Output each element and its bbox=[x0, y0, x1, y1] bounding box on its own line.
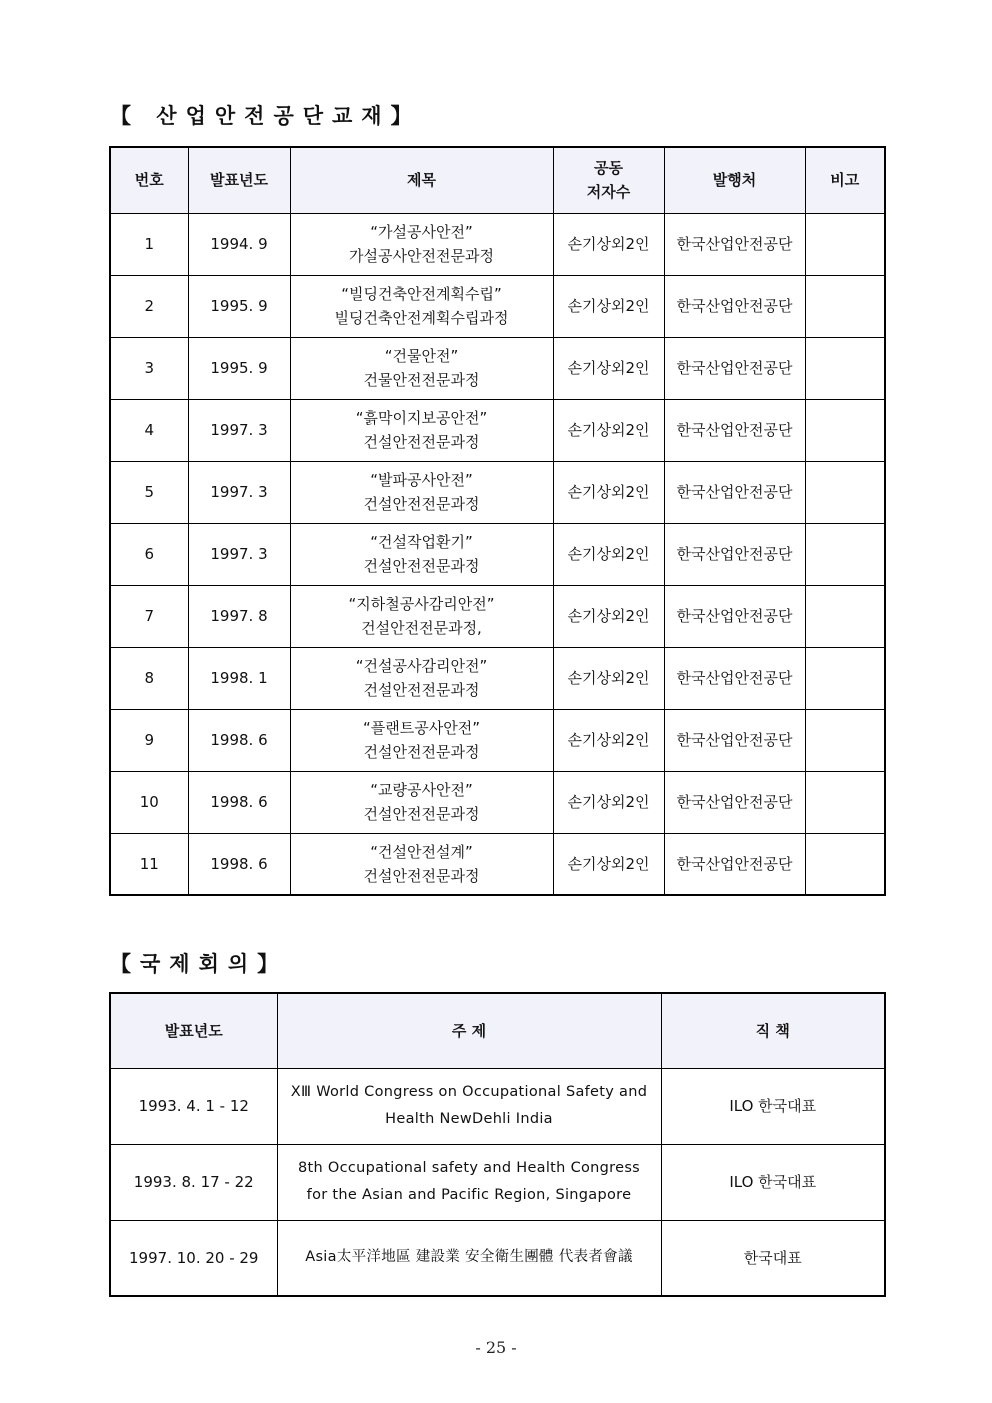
conf-topic: 8th Occupational safety and Health Congress for the Asian and Pacific Region, Singapore bbox=[277, 1144, 661, 1220]
book-title: “발파공사안전” bbox=[370, 471, 473, 489]
course-name: 빌딩건축안전계획수립과정 bbox=[334, 309, 509, 327]
row-note bbox=[805, 461, 885, 523]
book-title: “건물안전” bbox=[384, 347, 459, 365]
row-note bbox=[805, 771, 885, 833]
textbook-row bbox=[110, 275, 885, 337]
row-publisher: 한국산업안전공단 bbox=[664, 399, 805, 461]
section-title-textbooks: 【 산업안전공단교재】 bbox=[110, 104, 421, 128]
row-publisher: 한국산업안전공단 bbox=[664, 213, 805, 275]
header-number: 번호 bbox=[110, 147, 188, 213]
row-coauthors: 손기상외2인 bbox=[553, 399, 664, 461]
textbook-row bbox=[110, 399, 885, 461]
course-name: 건설안전전문과정 bbox=[363, 681, 480, 699]
row-note bbox=[805, 833, 885, 895]
row-number: 5 bbox=[110, 461, 188, 523]
header-title: 제목 bbox=[290, 147, 553, 213]
header-conf-topic: 주 제 bbox=[277, 993, 661, 1068]
course-name: 건설안전전문과정 bbox=[363, 433, 480, 451]
row-year: 1995. 9 bbox=[188, 275, 290, 337]
row-title bbox=[290, 647, 553, 709]
row-publisher: 한국산업안전공단 bbox=[664, 771, 805, 833]
course-name: 건설안전전문과정 bbox=[363, 805, 480, 823]
row-coauthors: 손기상외2인 bbox=[553, 709, 664, 771]
row-number: 6 bbox=[110, 523, 188, 585]
conferences-header-row bbox=[110, 993, 885, 1068]
book-title: “가설공사안전” bbox=[370, 223, 473, 241]
conf-role: 한국대표 bbox=[661, 1220, 885, 1296]
row-coauthors: 손기상외2인 bbox=[553, 461, 664, 523]
row-coauthors: 손기상외2인 bbox=[553, 771, 664, 833]
row-coauthors: 손기상외2인 bbox=[553, 523, 664, 585]
row-year: 1997. 3 bbox=[188, 523, 290, 585]
textbook-row bbox=[110, 647, 885, 709]
textbook-row bbox=[110, 833, 885, 895]
book-title: “지하철공사감리안전” bbox=[348, 595, 495, 613]
course-name: 건설안전전문과정 bbox=[363, 557, 480, 575]
book-title: “건설작업환기” bbox=[370, 533, 473, 551]
row-number: 8 bbox=[110, 647, 188, 709]
row-number: 11 bbox=[110, 833, 188, 895]
row-coauthors: 손기상외2인 bbox=[553, 337, 664, 399]
row-title bbox=[290, 337, 553, 399]
textbook-row bbox=[110, 523, 885, 585]
course-name: 건설안전전문과정 bbox=[363, 495, 480, 513]
row-year: 1997. 3 bbox=[188, 399, 290, 461]
conf-role: ILO 한국대표 bbox=[661, 1068, 885, 1144]
page-number: - 25 - bbox=[475, 1338, 517, 1357]
row-note bbox=[805, 399, 885, 461]
row-note bbox=[805, 213, 885, 275]
conf-topic: XⅢ World Congress on Occupational Safety and Health NewDehli India bbox=[277, 1068, 661, 1144]
conferences-table bbox=[109, 992, 886, 1297]
conference-row bbox=[110, 1220, 885, 1296]
row-note bbox=[805, 275, 885, 337]
row-publisher: 한국산업안전공단 bbox=[664, 523, 805, 585]
row-note bbox=[805, 585, 885, 647]
conf-topic: Asia太平洋地區 建設業 安全衛生團體 代表者會議 bbox=[277, 1220, 661, 1296]
textbook-row bbox=[110, 213, 885, 275]
row-coauthors: 손기상외2인 bbox=[553, 585, 664, 647]
course-name: 건설안전전문과정 bbox=[363, 866, 480, 885]
row-number: 3 bbox=[110, 337, 188, 399]
row-title bbox=[290, 461, 553, 523]
row-title bbox=[290, 275, 553, 337]
row-number: 1 bbox=[110, 213, 188, 275]
row-year: 1997. 8 bbox=[188, 585, 290, 647]
book-title: “빌딩건축안전계획수립” bbox=[341, 285, 502, 303]
row-publisher: 한국산업안전공단 bbox=[664, 337, 805, 399]
course-name: 건물안전전문과정 bbox=[363, 371, 480, 389]
row-title bbox=[290, 399, 553, 461]
row-publisher: 한국산업안전공단 bbox=[664, 585, 805, 647]
row-coauthors: 손기상외2인 bbox=[553, 275, 664, 337]
conf-year: 1993. 4. 1 - 12 bbox=[110, 1068, 277, 1144]
book-title: “흙막이지보공안전” bbox=[355, 409, 488, 427]
conference-row bbox=[110, 1144, 885, 1220]
book-title: “교량공사안전” bbox=[370, 781, 473, 799]
row-title bbox=[290, 523, 553, 585]
header-conf-role: 직 책 bbox=[661, 993, 885, 1068]
book-title: “건설공사감리안전” bbox=[355, 657, 488, 675]
row-number: 10 bbox=[110, 771, 188, 833]
course-name: 건설안전전문과정 bbox=[363, 743, 480, 761]
row-title bbox=[290, 833, 553, 895]
row-year: 1998. 1 bbox=[188, 647, 290, 709]
textbook-row bbox=[110, 709, 885, 771]
row-year: 1995. 9 bbox=[188, 337, 290, 399]
conf-year: 1993. 8. 17 - 22 bbox=[110, 1144, 277, 1220]
textbook-row bbox=[110, 337, 885, 399]
header-note: 비고 bbox=[805, 147, 885, 213]
header-year: 발표년도 bbox=[188, 147, 290, 213]
conf-role: ILO 한국대표 bbox=[661, 1144, 885, 1220]
row-publisher: 한국산업안전공단 bbox=[664, 647, 805, 709]
book-title: “건설안전설계” bbox=[370, 842, 473, 861]
textbook-row bbox=[110, 585, 885, 647]
row-coauthors: 손기상외2인 bbox=[553, 647, 664, 709]
course-name: 가설공사안전전문과정 bbox=[349, 247, 494, 265]
section-title-conferences: 【국제회의】 bbox=[110, 952, 288, 976]
course-name: 건설안전전문과정, bbox=[361, 619, 482, 637]
header-coauthors-text: 공동 저자수 bbox=[586, 159, 631, 202]
header-publisher: 발행처 bbox=[664, 147, 805, 213]
conference-row bbox=[110, 1068, 885, 1144]
header-coauthors bbox=[553, 147, 664, 213]
row-year: 1998. 6 bbox=[188, 833, 290, 895]
row-title bbox=[290, 771, 553, 833]
row-note bbox=[805, 337, 885, 399]
book-title: “플랜트공사안전” bbox=[363, 719, 480, 737]
row-year: 1998. 6 bbox=[188, 709, 290, 771]
row-number: 2 bbox=[110, 275, 188, 337]
row-coauthors: 손기상외2인 bbox=[553, 833, 664, 895]
row-publisher: 한국산업안전공단 bbox=[664, 461, 805, 523]
textbooks-header-row bbox=[110, 147, 885, 213]
row-year: 1997. 3 bbox=[188, 461, 290, 523]
row-publisher: 한국산업안전공단 bbox=[664, 833, 805, 895]
textbook-row bbox=[110, 771, 885, 833]
row-publisher: 한국산업안전공단 bbox=[664, 275, 805, 337]
row-number: 4 bbox=[110, 399, 188, 461]
row-number: 7 bbox=[110, 585, 188, 647]
row-note bbox=[805, 647, 885, 709]
row-title bbox=[290, 213, 553, 275]
row-year: 1998. 6 bbox=[188, 771, 290, 833]
header-conf-year: 발표년도 bbox=[110, 993, 277, 1068]
textbook-row bbox=[110, 461, 885, 523]
conf-year: 1997. 10. 20 - 29 bbox=[110, 1220, 277, 1296]
row-title bbox=[290, 709, 553, 771]
row-number: 9 bbox=[110, 709, 188, 771]
textbooks-table bbox=[109, 146, 886, 896]
row-coauthors: 손기상외2인 bbox=[553, 213, 664, 275]
row-title bbox=[290, 585, 553, 647]
row-year: 1994. 9 bbox=[188, 213, 290, 275]
row-note bbox=[805, 523, 885, 585]
row-publisher: 한국산업안전공단 bbox=[664, 709, 805, 771]
row-note bbox=[805, 709, 885, 771]
